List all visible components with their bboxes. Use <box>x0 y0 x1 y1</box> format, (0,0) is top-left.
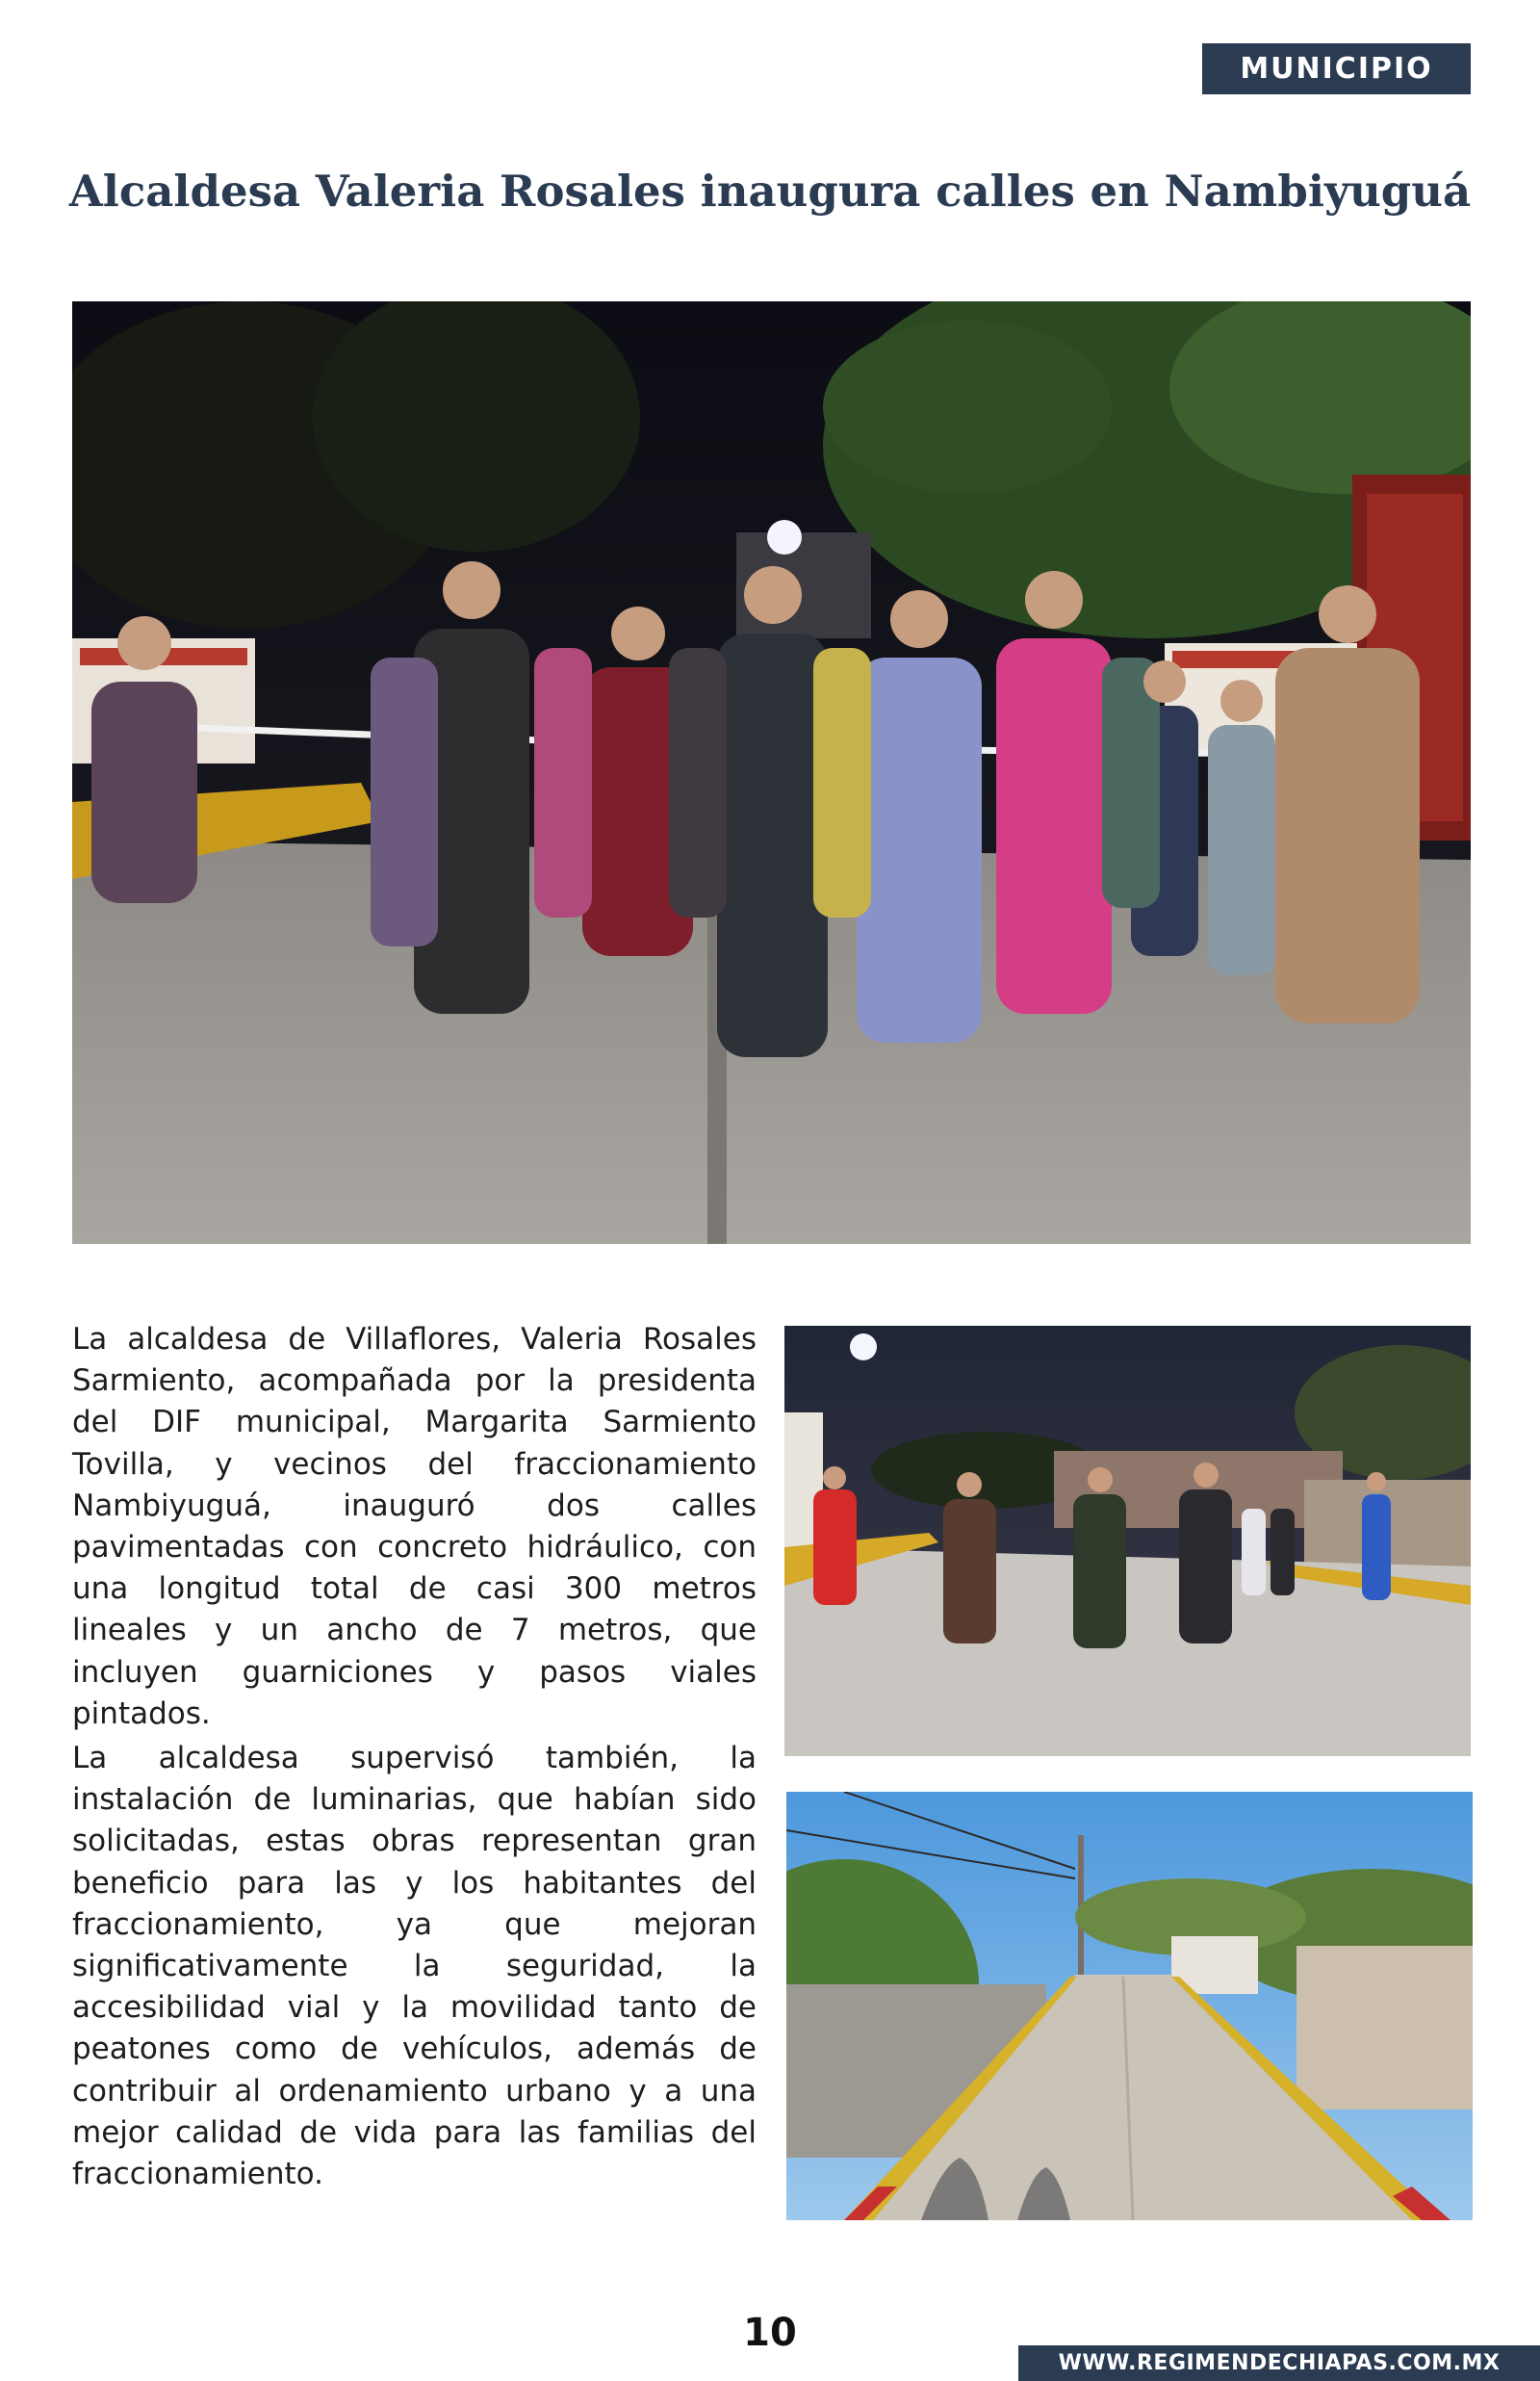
street-walk-photo <box>784 1326 1471 1756</box>
website-url: WWW.REGIMENDECHIAPAS.COM.MX <box>1018 2345 1540 2381</box>
page-number: 10 <box>743 2311 797 2355</box>
ribbon-cutting-photo <box>72 301 1471 1244</box>
article-paragraph: La alcaldesa supervisó también, la instalación de luminarias, que habían sido solicitadas, estas obras representan gran beneficio para las y los habitantes del fraccionamiento, ya que mejoran significativamente la seguridad, la accesibilidad vial y la movilidad tanto de peatones como de vehículos, además de contribuir al ordenamiento urbano y a una mejor calidad de vida para las familias del fraccionamiento. <box>72 1741 757 2192</box>
article-paragraph: La alcaldesa de Villaflores, Valeria Rosales Sarmiento, acompañada por la presidenta del DIF municipal, Margarita Sarmiento Tovilla, y vecinos del fraccionamiento Nambiyuguá, inauguró dos calles pavimentadas con concreto hidráulico, con una longitud total de casi 300 metros lineales y un ancho de 7 metros, que incluyen guarniciones y pasos viales pintados. <box>72 1322 757 1731</box>
section-label: MUNICIPIO <box>1202 43 1471 94</box>
article-title: Alcaldesa Valeria Rosales inaugura calles en Nambiyuguá <box>68 166 1472 217</box>
paved-street-photo <box>786 1792 1473 2220</box>
